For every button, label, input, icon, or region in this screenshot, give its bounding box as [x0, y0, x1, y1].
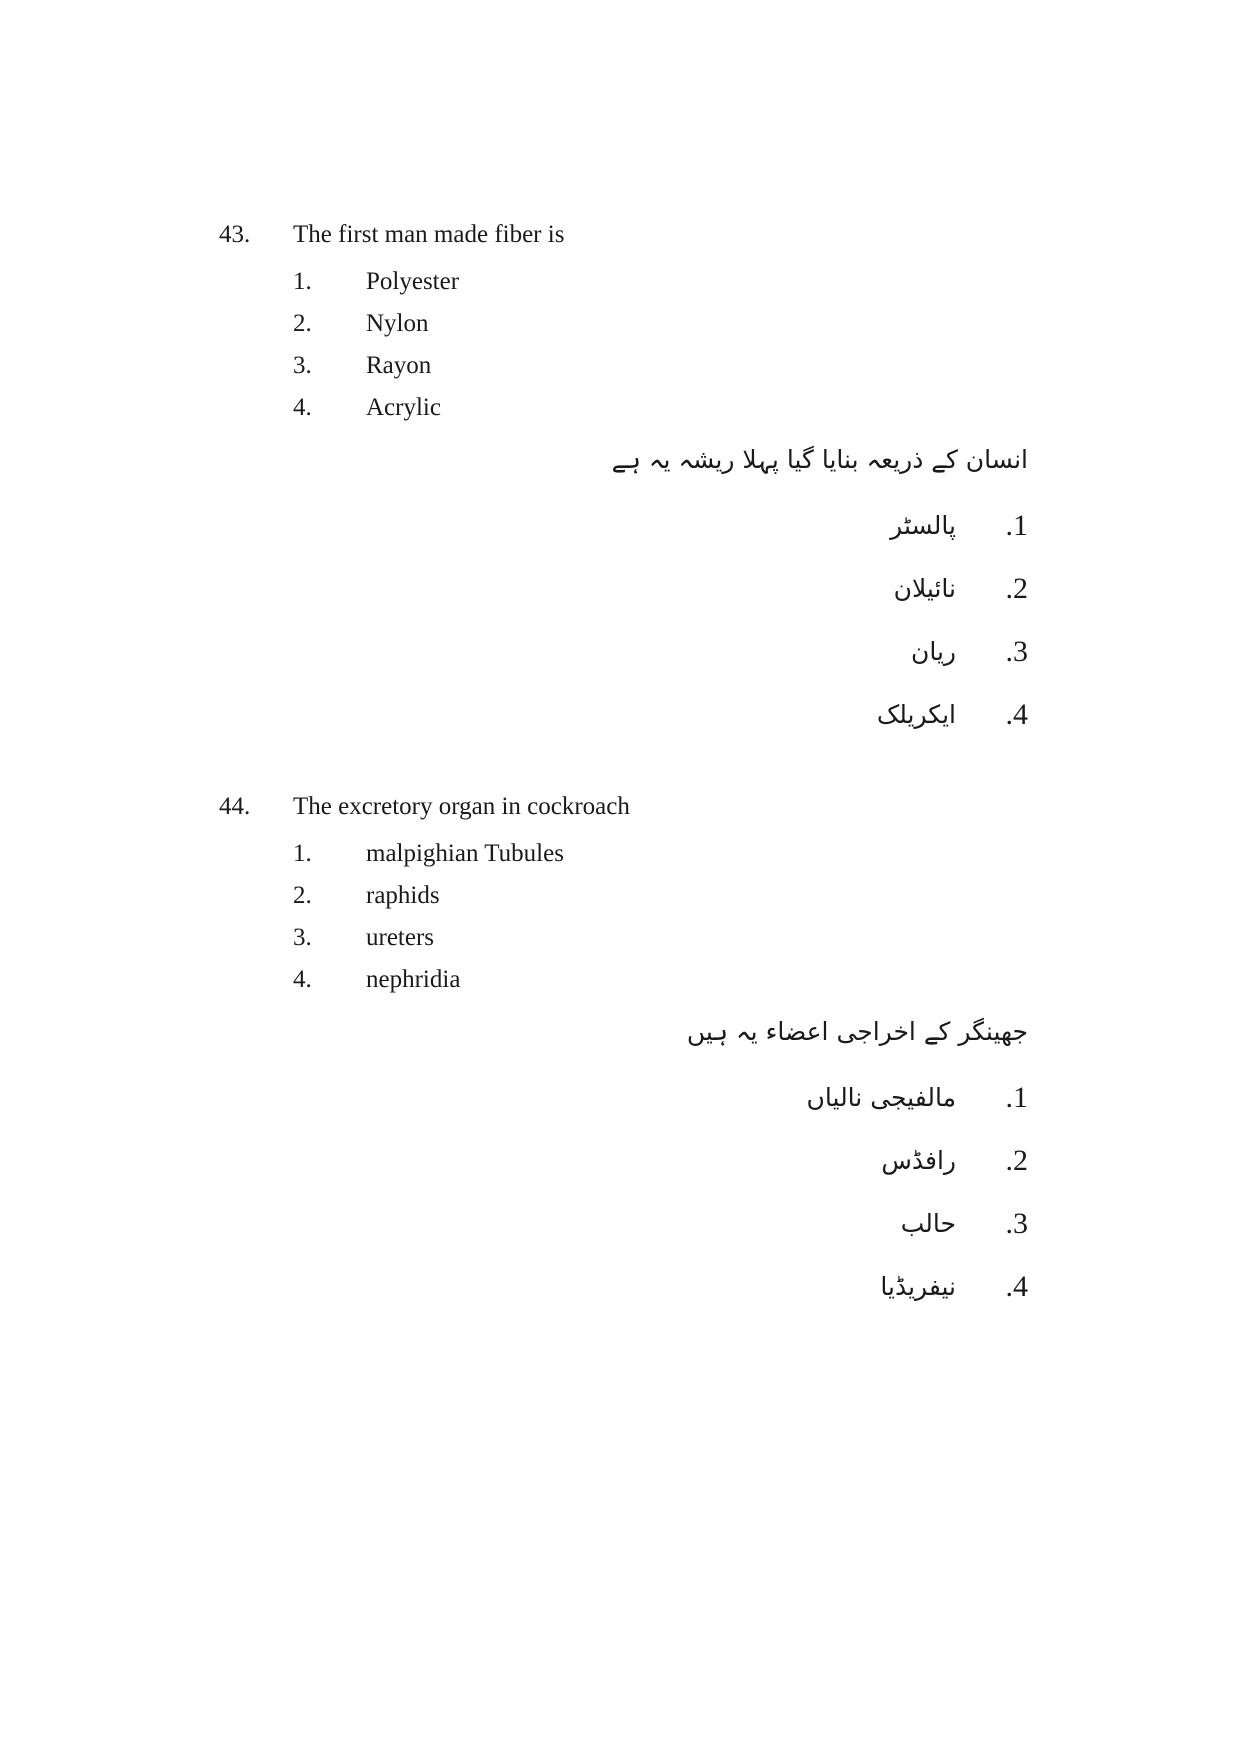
urdu-option-number: .4	[1005, 1270, 1028, 1303]
urdu-option-number: .2	[1005, 572, 1028, 605]
question-number: 44.	[219, 793, 251, 820]
urdu-option-text: پالسٹر	[890, 511, 956, 540]
urdu-option-text: ریان	[910, 637, 956, 666]
option-number: 3.	[293, 352, 312, 379]
option-text: Acrylic	[366, 394, 441, 421]
option-number: 4.	[293, 394, 312, 421]
urdu-option-3	[728, 632, 1028, 672]
urdu-option-number: .3	[1005, 635, 1028, 668]
option-text: ureters	[366, 924, 435, 951]
question-number: 43.	[219, 221, 251, 248]
urdu-option-4	[728, 1267, 1028, 1307]
urdu-option-2	[728, 569, 1028, 609]
question-text: The first man made fiber is	[293, 221, 565, 248]
urdu-option-number: .3	[1005, 1207, 1028, 1240]
urdu-option-number: .1	[1005, 1081, 1028, 1114]
option-text: Nylon	[366, 310, 429, 337]
option-number: 1.	[293, 840, 312, 867]
option-number: 1.	[293, 268, 312, 295]
option-text: Rayon	[366, 352, 432, 379]
question-text: The excretory organ in cockroach	[293, 793, 630, 820]
urdu-question-text: انسان کے ذریعہ بنایا گیا پہلا ریشہ یہ ہے	[611, 445, 1028, 474]
urdu-option-text: حالب	[900, 1209, 956, 1238]
option-number: 4.	[293, 966, 312, 993]
urdu-option-number: .1	[1005, 509, 1028, 542]
urdu-option-text: ایکریلک	[876, 700, 956, 729]
urdu-question-text: جھینگر کے اخراجی اعضاء یہ ہیں	[686, 1017, 1028, 1046]
urdu-option-text: نیفریڈیا	[880, 1272, 956, 1301]
urdu-option-number: .2	[1005, 1144, 1028, 1177]
urdu-option-text: رافڈس	[881, 1146, 956, 1175]
option-text: malpighian Tubules	[366, 840, 564, 867]
option-text: raphids	[366, 882, 440, 909]
urdu-option-2	[728, 1141, 1028, 1181]
urdu-option-4	[728, 695, 1028, 735]
urdu-option-number: .4	[1005, 698, 1028, 731]
option-number: 3.	[293, 924, 312, 951]
urdu-option-1	[728, 506, 1028, 546]
option-number: 2.	[293, 882, 312, 909]
urdu-option-text: مالفیجی نالیاں	[806, 1083, 956, 1112]
urdu-option-text: نائیلان	[893, 574, 956, 603]
option-number: 2.	[293, 310, 312, 337]
option-text: nephridia	[366, 966, 461, 993]
option-text: Polyester	[366, 268, 460, 295]
urdu-option-1	[728, 1078, 1028, 1118]
urdu-option-3	[728, 1204, 1028, 1244]
